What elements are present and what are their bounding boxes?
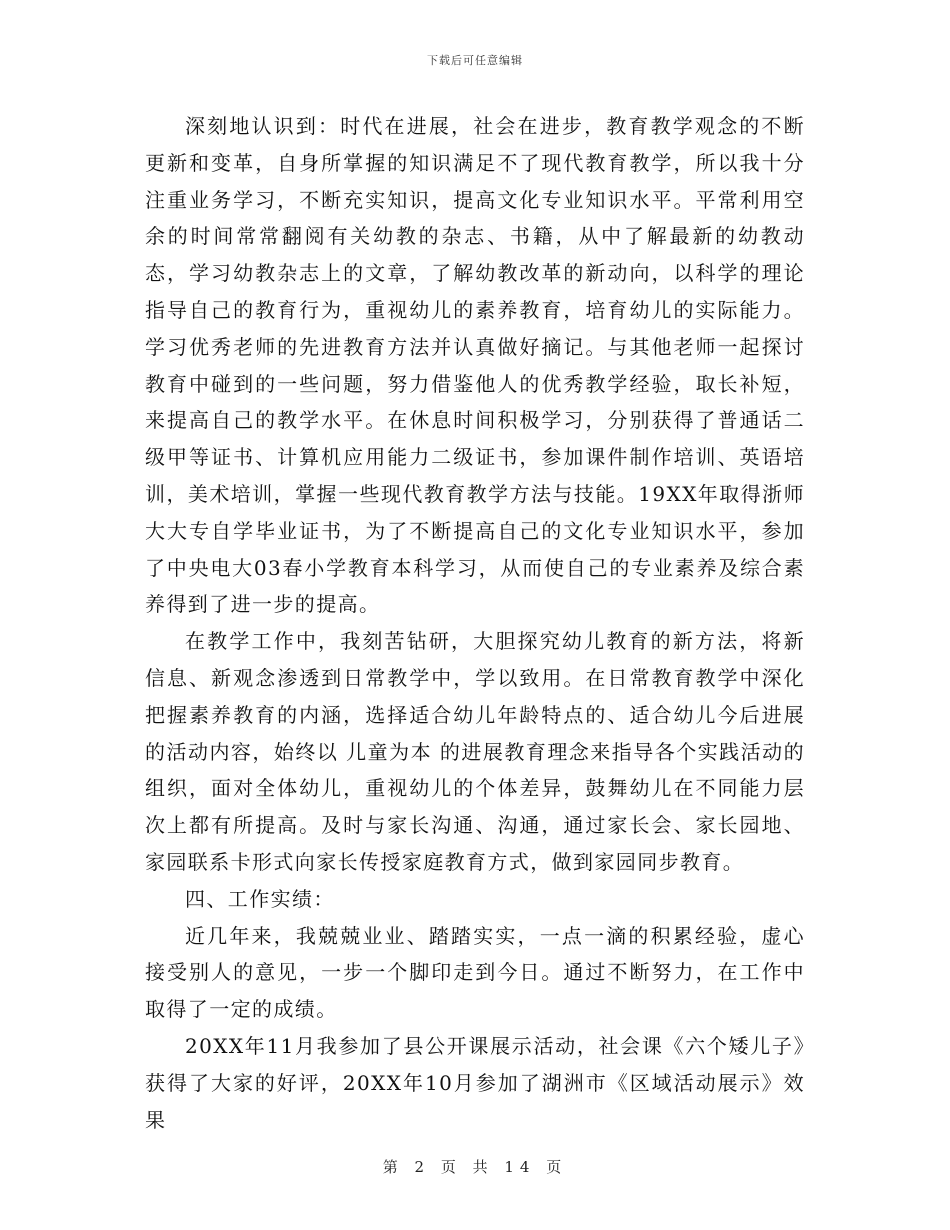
paragraph-1: 深刻地认识到：时代在进展，社会在进步，教育教学观念的不断更新和变革，自身所掌握的知识满足不了现代教育教学，所以我十分注重业务学习，不断充实知识，提高文化专业知识水平。平常利用空余的时间常常翻阅有关幼教的杂志、书籍，从中了解最新的幼教动态，学习幼教杂志上的文章，了解幼教改革的新动向，以科学的理论指导自己的教育行为，重视幼儿的素养教育，培育幼儿的实际能力。学习优秀老师的先进教育方法并认真做好摘记。与其他老师一起探讨教育中碰到的一些问题，努力借鉴他人的优秀教学经验，取长补短，来提高自己的教学水平。在休息时间积极学习，分别获得了普通话二级甲等证书、计算机应用能力二级证书，参加课件制作培训、英语培训，美术培训，掌握一些现代教育教学方法与技能。19XX年取得浙师大大专自学毕业证书，为了不断提高自己的文化专业知识水平，参加了中央电大03春小学教育本科学习，从而使自己的专业素养及综合素养得到了进一步的提高。	[145, 114, 805, 617]
section-heading-work-results: 四、工作实绩：	[185, 886, 335, 911]
page-number-footer: 第 2 页 共 14 页	[382, 1158, 568, 1176]
paragraph-2: 在教学工作中，我刻苦钻研，大胆探究幼儿教育的新方法，将新信息、新观念渗透到日常教学中，学以致用。在日常教育教学中深化把握素养教育的内涵，选择适合幼儿年龄特点的、适合幼儿今后进展的活动内容，始终以 儿童为本 的进展教育理念来指导各个实践活动的组织，面对全体幼儿，重视幼儿的个体差异，鼓舞幼儿在不同能力层次上都有所提高。及时与家长沟通、沟通，通过家长会、家长园地、家园联系卡形式向家长传授家庭教育方式，做到家园同步教育。	[145, 629, 805, 874]
page-header-note: 下载后可任意编辑	[427, 54, 523, 67]
paragraph-4: 20XX年11月我参加了县公开课展示活动，社会课《六个矮儿子》获得了大家的好评，20XX年10月参加了湖洲市《区域活动展示》效果	[145, 1033, 805, 1132]
document-body	[145, 108, 805, 1138]
paragraph-3: 近几年来，我兢兢业业、踏踏实实，一点一滴的积累经验，虚心接受别人的意见，一步一个脚印走到今日。通过不断努力，在工作中取得了一定的成绩。	[145, 923, 805, 1022]
